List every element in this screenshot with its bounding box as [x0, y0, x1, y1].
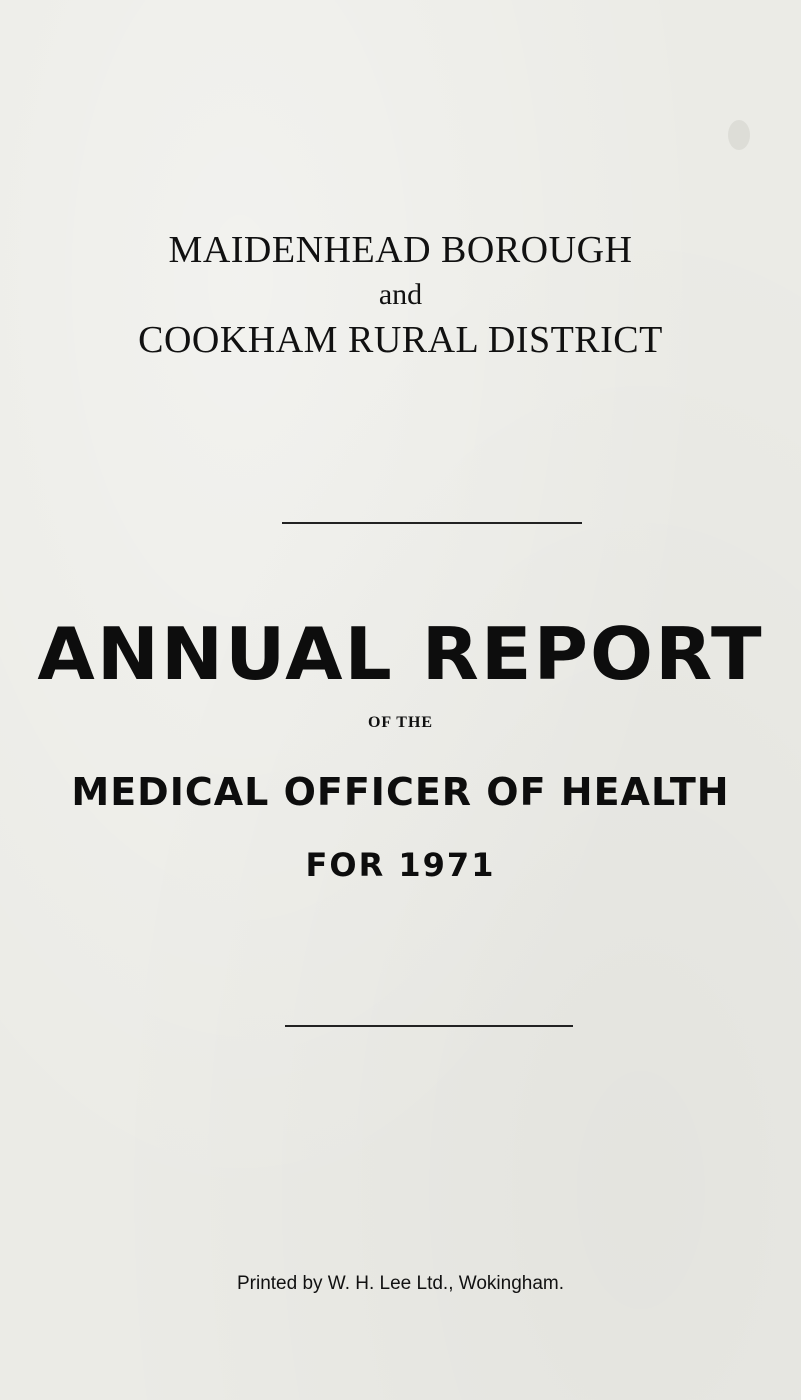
of-the-label: OF THE — [367, 714, 434, 731]
title-maidenhead-borough: MAIDENHEAD BOROUGH — [168, 229, 633, 271]
divider-rule-top — [282, 522, 582, 524]
title-cookham-rural-district: COOKHAM RURAL DISTRICT — [138, 319, 663, 361]
medical-officer-heading: MEDICAL OFFICER OF HEALTH — [71, 770, 730, 814]
year-heading: FOR 1971 — [305, 846, 496, 884]
annual-report-heading: ANNUAL REPORT — [37, 612, 764, 696]
title-and: and — [378, 278, 423, 311]
paper-stain — [728, 120, 750, 150]
divider-rule-bottom — [285, 1025, 573, 1027]
printer-imprint: Printed by W. H. Lee Ltd., Wokingham. — [236, 1273, 565, 1294]
